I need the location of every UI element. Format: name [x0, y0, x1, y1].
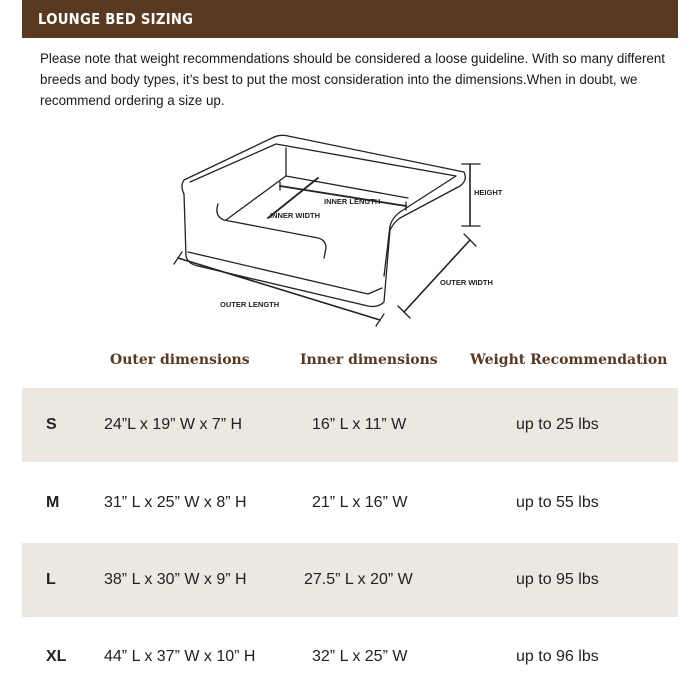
weight-cell: up to 96 lbs: [516, 648, 599, 665]
size-cell: L: [46, 571, 56, 588]
inner-dimensions-cell: 16” L x 11” W: [312, 416, 407, 433]
outer-dimensions-cell: 24”L x 19” W x 7” H: [104, 416, 243, 433]
outer-length-tick-b: [376, 314, 384, 326]
bed-diagram-svg: [168, 126, 530, 330]
inner-dimensions-cell: 27.5” L x 20” W: [304, 571, 413, 588]
outer-length-line: [178, 258, 380, 320]
size-cell: S: [46, 416, 57, 433]
section-header: [22, 0, 678, 38]
bed-dimension-diagram: [168, 126, 530, 330]
table-row: [22, 543, 678, 617]
outer-length-tick-a: [174, 252, 182, 264]
outer-width-label: OUTER WIDTH: [440, 278, 493, 287]
inner-width-label: INNER WIDTH: [270, 211, 320, 220]
intro-paragraph: Please note that weight recommendations should be considered a loose guideline. With so many different breeds and body types, it’s best to put the most consideration into the dimensions.When in doubt, we recommend ordering a size up.: [40, 51, 666, 108]
header-outer-dimensions: Outer dimensions: [110, 352, 250, 368]
weight-cell: up to 55 lbs: [516, 494, 599, 511]
outer-width-line: [404, 240, 470, 312]
table-header: [22, 352, 678, 380]
inner-dimensions-cell: 32” L x 25” W: [312, 648, 408, 665]
outer-dimensions-cell: 38” L x 30” W x 9” H: [104, 571, 247, 588]
inner-dimensions-cell: 21” L x 16” W: [312, 494, 408, 511]
outer-length-label: OUTER LENGTH: [220, 300, 280, 309]
bed-bottom-seam: [188, 252, 382, 294]
inner-length-label: INNER LENGTH: [324, 197, 381, 206]
table-row: [22, 620, 678, 694]
size-cell: XL: [46, 648, 67, 665]
section-title: LOUNGE BED SIZING: [38, 10, 194, 28]
weight-cell: up to 95 lbs: [516, 571, 599, 588]
weight-cell: up to 25 lbs: [516, 416, 599, 433]
header-inner-dimensions: Inner dimensions: [300, 352, 438, 368]
bed-outer-outline: [182, 135, 465, 306]
outer-dimensions-cell: 44” L x 37” W x 10” H: [104, 648, 256, 665]
table-row: [22, 466, 678, 540]
header-weight-recommendation: Weight Recommendation: [470, 352, 668, 368]
height-label: HEIGHT: [474, 188, 503, 197]
table-row: [22, 388, 678, 462]
size-cell: M: [46, 494, 60, 511]
outer-dimensions-cell: 31” L x 25” W x 8” H: [104, 494, 247, 511]
